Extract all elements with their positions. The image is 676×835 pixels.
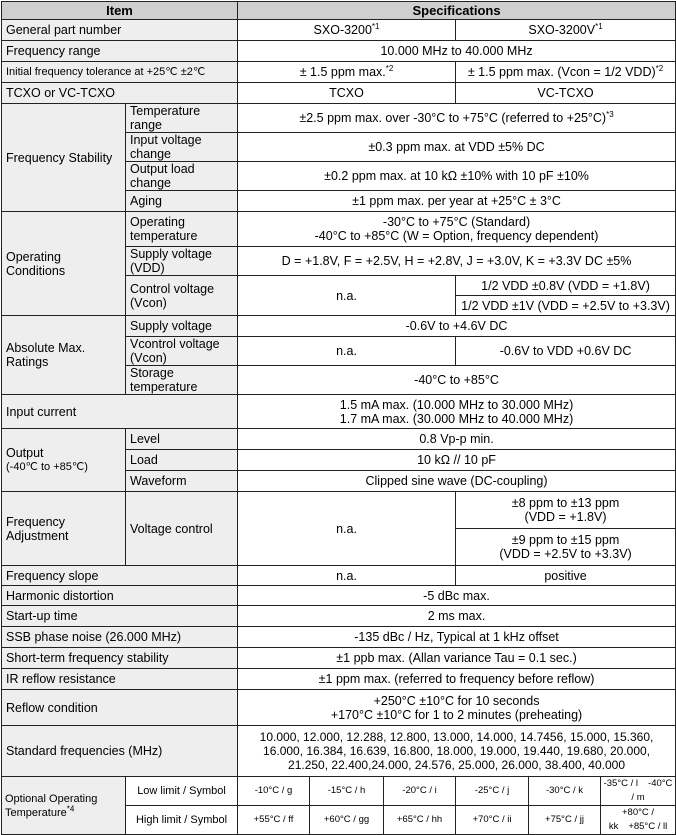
header-specifications: Specifications	[238, 2, 676, 20]
optional-temp-label: Optional Operating Temperature$^{*4}$	[2, 777, 126, 835]
high-limit-cell: +65°C / hh	[384, 806, 456, 835]
input-voltage-value: ±0.3 ppm max. at VDD ±5% DC	[238, 133, 676, 162]
control-voltage-v2b: 1/2 VDD ±1V (VDD = +2.5V to +3.3V)	[456, 296, 676, 316]
ir-reflow-value: ±1 ppm max. (referred to frequency before reflow)	[238, 669, 676, 690]
input-current-value: 1.5 mA max. (10.000 MHz to 30.000 MHz) 1.7 mA max. (30.000 MHz to 40.000 MHz)	[238, 395, 676, 429]
freq-slope-label: Frequency slope	[2, 566, 238, 586]
voltage-control-v2b: ±9 ppm to ±15 ppm (VDD = +2.5V to +3.3V)	[456, 529, 676, 566]
high-limit-cell: +55°C / ff	[238, 806, 310, 835]
input-current-label: Input current	[2, 395, 238, 429]
standard-freq-value: 10.000, 12.000, 12.288, 12.800, 13.000, 14.000, 14.7456, 15.000, 15.360, 16.000, 16.384, 16.639, 16.800, 18.000, 19.000, 19.440, 19.680, 20.000, 21.250, 22.400,24.000, 24.576, 25.000, 26.000, 38.400, 40.000	[238, 726, 676, 777]
low-limit-cell: -30°C / k	[529, 777, 601, 806]
operating-group: Operating Conditions	[2, 212, 126, 316]
abs-supply-label: Supply voltage	[126, 316, 238, 337]
low-limit-cell: -15°C / h	[310, 777, 384, 806]
standard-freq-label: Standard frequencies (MHz)	[2, 726, 238, 777]
low-limit-cell: -35°C / l -40°C / m	[601, 777, 676, 806]
control-voltage-v1: n.a.	[238, 276, 456, 316]
vcontrol-v1: n.a.	[238, 337, 456, 366]
aging-value: ±1 ppm max. per year at +25°C ± 3°C	[238, 191, 676, 212]
temp-range-label: Temperature range	[126, 104, 238, 133]
frequency-range-label: Frequency range	[2, 41, 238, 62]
general-part-v2: SXO-$3200V^{*1}$	[456, 20, 676, 41]
load-label: Load	[126, 450, 238, 471]
storage-value: -40°C to +85°C	[238, 366, 676, 395]
op-temp-label: Operating temperature	[126, 212, 238, 247]
vcontrol-label: Vcontrol voltage (Vcon)	[126, 337, 238, 366]
supply-voltage-value: D = +1.8V, F = +2.5V, H = +2.8V, J = +3.0V, K = +3.3V DC ±5%	[238, 247, 676, 276]
ssb-value: -135 dBc / Hz, Typical at 1 kHz offset	[238, 627, 676, 648]
reflow-value: +250°C ±10°C for 10 seconds +170°C ±10°C for 1 to 2 minutes (preheating)	[238, 690, 676, 726]
input-voltage-label: Input voltage change	[126, 133, 238, 162]
high-limit-cell: +60°C / gg	[310, 806, 384, 835]
output-load-value: ±0.2 ppm max. at 10 kΩ ±10% with 10 pF ±10%	[238, 162, 676, 191]
high-limit-cell: +70°C / ii	[456, 806, 529, 835]
op-temp-value: -30°C to +75°C (Standard) -40°C to +85°C (W = Option, frequency dependent)	[238, 212, 676, 247]
load-value: 10 kΩ // 10 pF	[238, 450, 676, 471]
low-limit-cell: -25°C / j	[456, 777, 529, 806]
control-voltage-label: Control voltage (Vcon)	[126, 276, 238, 316]
tcxo-v2: VC-TCXO	[456, 83, 676, 104]
aging-label: Aging	[126, 191, 238, 212]
frequency-range-value: 10.000 MHz to 40.000 MHz	[238, 41, 676, 62]
reflow-label: Reflow condition	[2, 690, 238, 726]
voltage-control-label: Voltage control	[126, 492, 238, 566]
high-limit-cell: +75°C / jj	[529, 806, 601, 835]
short-term-label: Short-term frequency stability	[2, 648, 238, 669]
voltage-control-v1: n.a.	[238, 492, 456, 566]
initial-tolerance-v2: ± 1.5 ppm max. (Vcon = 1/2 VDD)$^{*2}$	[456, 62, 676, 83]
storage-label: Storage temperature	[126, 366, 238, 395]
abs-supply-value: -0.6V to +4.6V DC	[238, 316, 676, 337]
output-group: Output (-40℃ to +85℃)	[2, 429, 126, 492]
startup-value: 2 ms max.	[238, 606, 676, 627]
freq-stability-group: Frequency Stability	[2, 104, 126, 212]
control-voltage-v2a: 1/2 VDD ±0.8V (VDD = +1.8V)	[456, 276, 676, 296]
waveform-value: Clipped sine wave (DC-coupling)	[238, 471, 676, 492]
freq-adjust-group: Frequency Adjustment	[2, 492, 126, 566]
low-limit-cell: -20°C / i	[384, 777, 456, 806]
harmonic-value: -5 dBc max.	[238, 586, 676, 606]
tcxo-v1: TCXO	[238, 83, 456, 104]
freq-slope-v1: n.a.	[238, 566, 456, 586]
freq-slope-v2: positive	[456, 566, 676, 586]
temp-range-value: ±2.5 ppm max. over -30°C to +75°C (referred to +25°C)$^{*3}$	[238, 104, 676, 133]
voltage-control-v2a: ±8 ppm to ±13 ppm (VDD = +1.8V)	[456, 492, 676, 529]
waveform-label: Waveform	[126, 471, 238, 492]
initial-tolerance-label: Initial frequency tolerance at +25℃ ±2℃	[2, 62, 238, 83]
low-limit-label: Low limit / Symbol	[126, 777, 238, 806]
short-term-value: ±1 ppb max. (Allan variance Tau = 0.1 sec.)	[238, 648, 676, 669]
output-load-label: Output load change	[126, 162, 238, 191]
vcontrol-v2: -0.6V to VDD +0.6V DC	[456, 337, 676, 366]
tcxo-label: TCXO or VC-TCXO	[2, 83, 238, 104]
general-part-label: General part number	[2, 20, 238, 41]
high-limit-label: High limit / Symbol	[126, 806, 238, 835]
absolute-group: Absolute Max. Ratings	[2, 316, 126, 395]
spec-table	[1, 1, 676, 835]
supply-voltage-label: Supply voltage (VDD)	[126, 247, 238, 276]
low-limit-cell: -10°C / g	[238, 777, 310, 806]
startup-label: Start-up time	[2, 606, 238, 627]
harmonic-label: Harmonic distortion	[2, 586, 238, 606]
initial-tolerance-v1: ± 1.5 ppm max.$^{*2}$	[238, 62, 456, 83]
header-item: Item	[2, 2, 238, 20]
level-label: Level	[126, 429, 238, 450]
general-part-v1: SXO-3200$^{*1}$	[238, 20, 456, 41]
high-limit-cell: +80°C / kk +85°C / ll	[601, 806, 676, 835]
ssb-label: SSB phase noise (26.000 MHz)	[2, 627, 238, 648]
level-value: 0.8 Vp-p min.	[238, 429, 676, 450]
ir-reflow-label: IR reflow resistance	[2, 669, 238, 690]
